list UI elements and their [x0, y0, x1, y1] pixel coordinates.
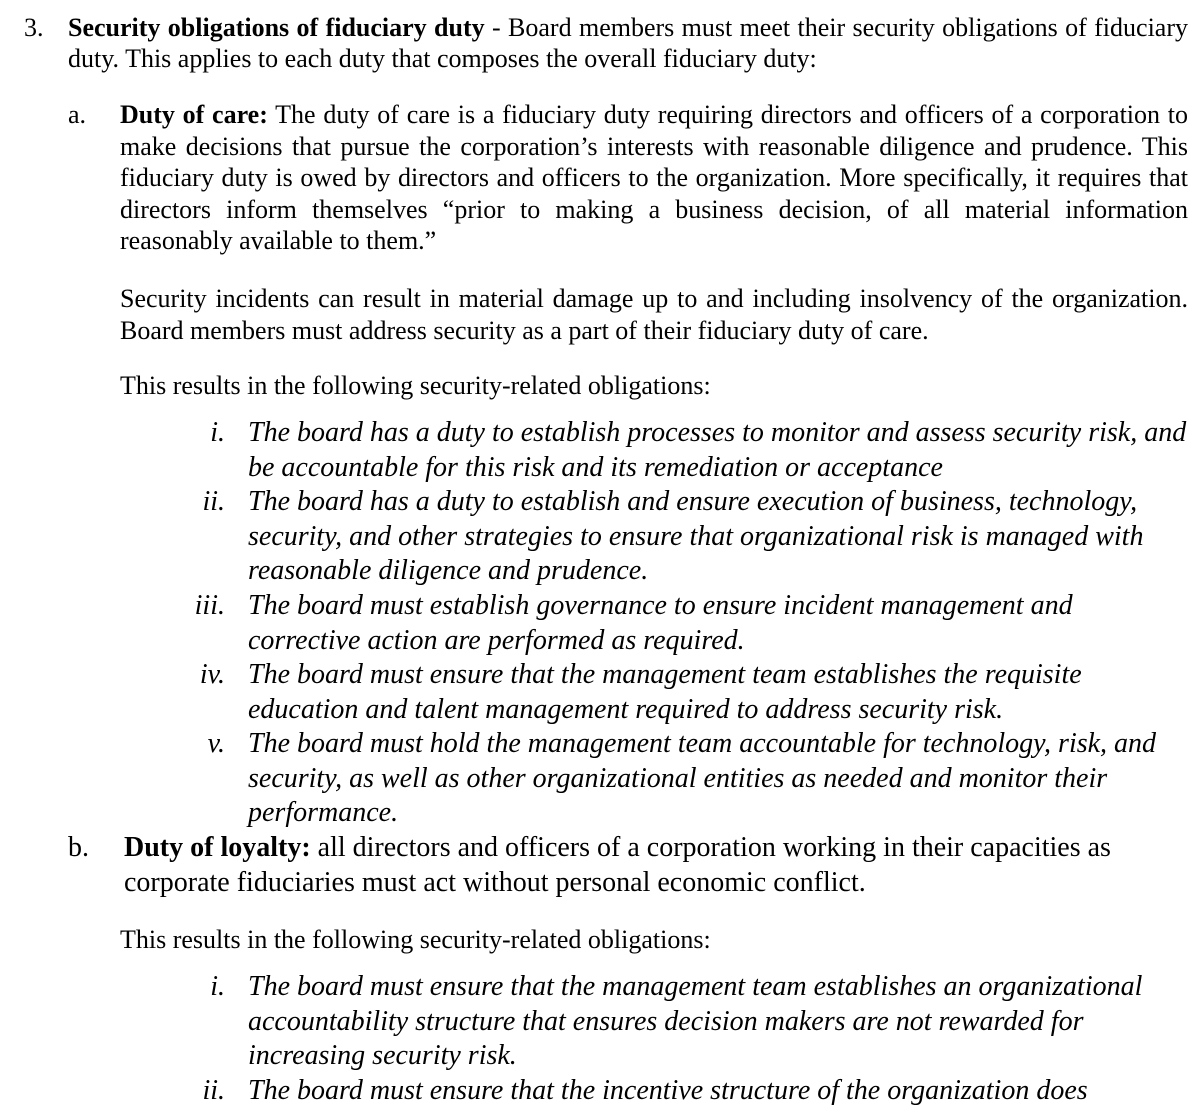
list-item-number: ii. [202, 486, 225, 517]
list-item-text: The board must ensure that the management team establishes an organizational accountability structure that ensures decision makers are not rewarded for increasing security risk. [248, 971, 1143, 1071]
duty-of-loyalty-paragraph [124, 830, 1188, 900]
list-item-text: The board has a duty to establish processes to monitor and assess security risk, and be accountable for this risk and its remediation or acceptance [248, 417, 1187, 483]
list-item-number: v. [207, 728, 225, 759]
section-heading: Security obligations of fiduciary duty [68, 13, 485, 42]
duty-of-care-paragraph-3: This results in the following security-related obligations: [120, 371, 711, 400]
list-item-text: The board must ensure that the incentive structure of the organization does [248, 1075, 1088, 1106]
list-item-text: The board must ensure that the management team establishes the requisite education and talent management required to address security risk. [248, 659, 1082, 725]
duty-of-loyalty-heading: Duty of loyalty: [124, 832, 311, 863]
duty-of-care-paragraph [120, 99, 1188, 257]
list-item-number: iv. [199, 659, 225, 690]
section-number: 3. [24, 13, 44, 42]
list-marker-a: a. [68, 100, 87, 129]
list-item-text: The board must hold the management team accountable for technology, risk, and security, as well as other organizational entities as needed and monitor their performance. [248, 728, 1157, 828]
duty-of-care-heading: Duty of care: [120, 100, 268, 129]
duty-of-care-paragraph-2: Security incidents can result in material damage up to and including insolvency of the organization. Board members must address security as a part of their fiduciary duty of care. [120, 284, 1188, 345]
list-marker-b: b. [68, 832, 89, 863]
duty-of-loyalty-paragraph-2: This results in the following security-related obligations: [120, 925, 711, 954]
section-paragraph [68, 12, 1188, 74]
list-item-number: i. [210, 971, 225, 1002]
section-body: - Board members must meet their security obligations of fiduciary duty. This applies to each duty that composes the overall fiduciary duty: [68, 13, 1188, 73]
list-item-number: ii. [202, 1075, 225, 1106]
list-item-text: The board must establish governance to ensure incident management and corrective action are performed as required. [248, 590, 1073, 656]
list-item-text: The board has a duty to establish and ensure execution of business, technology, security, and other strategies to ensure that organizational risk is managed with reasonable diligence and prudence. [248, 486, 1144, 586]
list-item-number: i. [210, 417, 225, 448]
duty-of-care-body: The duty of care is a fiduciary duty requiring directors and officers of a corporation to make decisions that pursue the corporation’s interests with reasonable diligence and prudence. This fiduciary duty is owed by directors and officers to the organization. More specifically, it requires that directors inform themselves “prior to making a business decision, of all material information reasonably available to them.” [120, 100, 1188, 255]
list-item-number: iii. [194, 590, 225, 621]
duty-of-loyalty-body: all directors and officers of a corporation working in their capacities as corporate fiduciaries must act without personal economic conflict. [124, 832, 1111, 898]
